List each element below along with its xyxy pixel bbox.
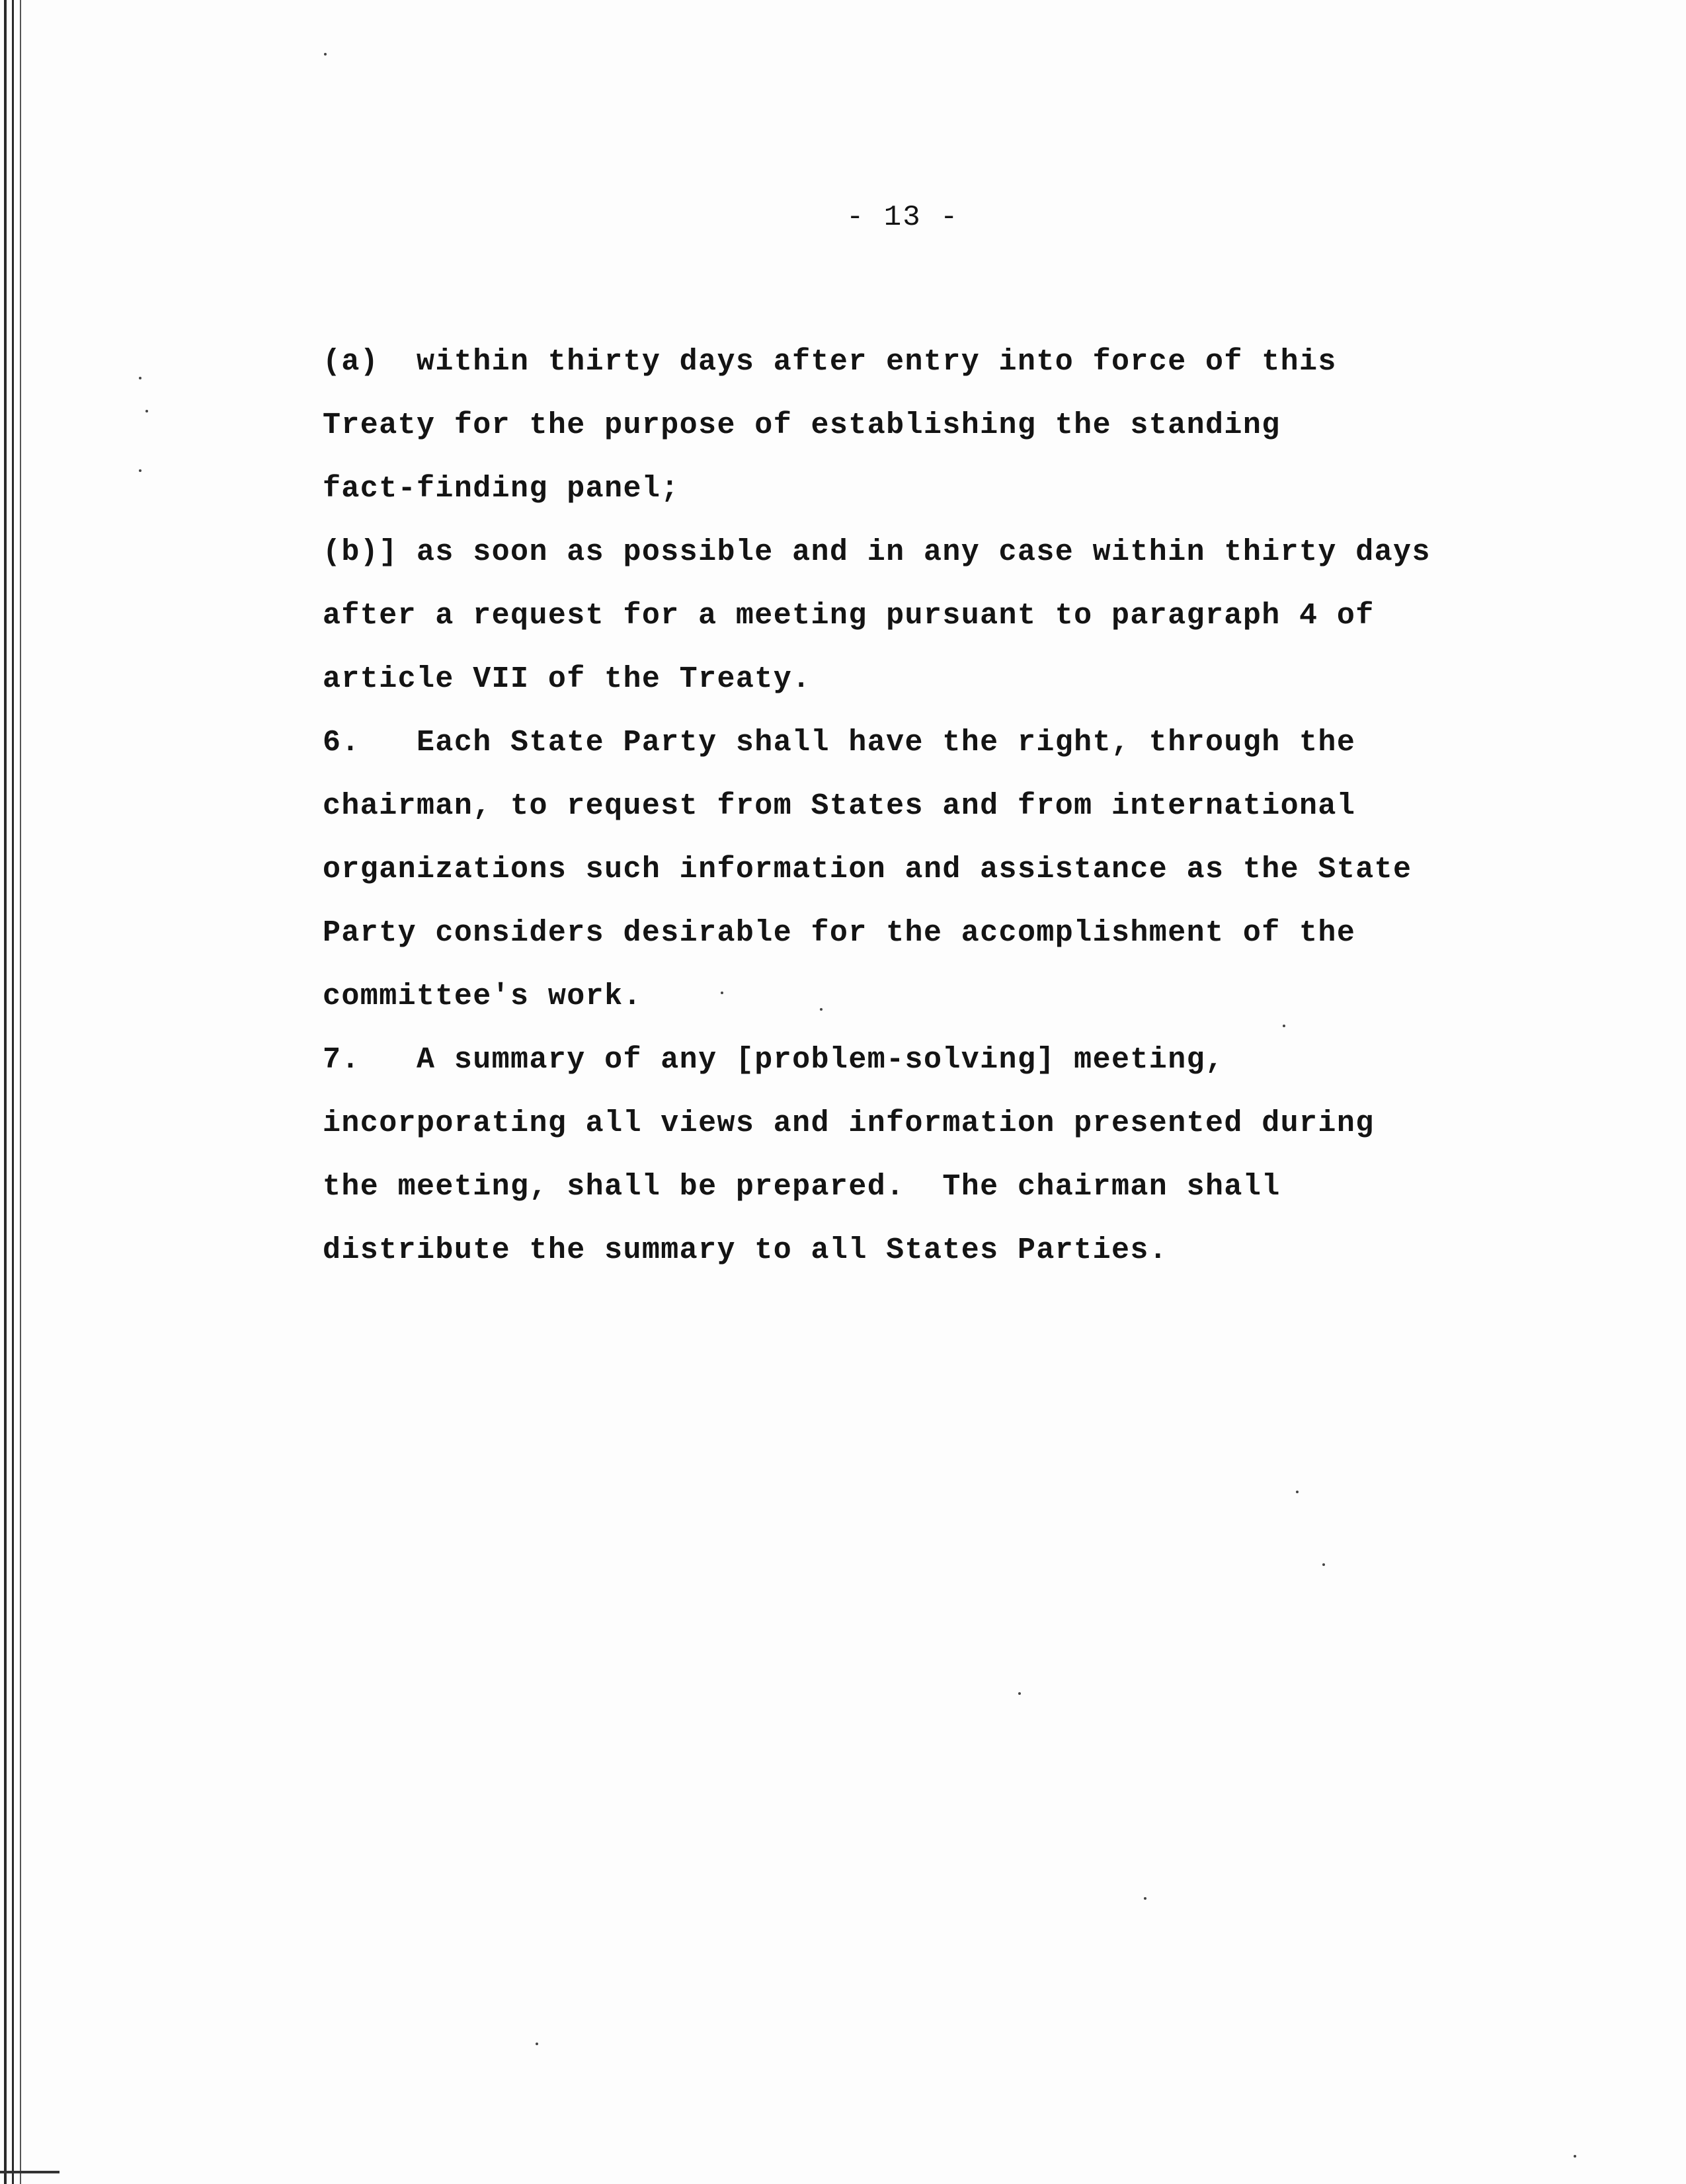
scan-speck [1144, 1897, 1146, 1900]
scan-speck [1574, 2155, 1576, 2158]
text-line: distribute the summary to all States Parties. [323, 1233, 1168, 1267]
text-line: (a) within thirty days after entry into force of this [323, 345, 1337, 379]
binding-edge-line [20, 0, 21, 2184]
text-line: the meeting, shall be prepared. The chairman shall [323, 1170, 1281, 1204]
binding-edge-foot [0, 2171, 60, 2173]
text-line: 6. Each State Party shall have the right, through the [323, 726, 1356, 760]
text-line: incorporating all views and information presented during [323, 1107, 1375, 1140]
scan-speck [1018, 1692, 1021, 1695]
scan-speck [139, 469, 141, 472]
scan-speck [1296, 1491, 1299, 1493]
text-line: organizations such information and assistance as the State [323, 853, 1412, 886]
text-line: article VII of the Treaty. [323, 662, 811, 696]
scan-speck [1283, 1025, 1285, 1027]
binding-edge-line [12, 0, 14, 2184]
scan-speck [1322, 1563, 1325, 1566]
text-line: after a request for a meeting pursuant to paragraph 4 of [323, 599, 1375, 633]
scan-speck [820, 1008, 823, 1011]
text-line: committee's work. [323, 980, 642, 1013]
text-line: (b)] as soon as possible and in any case within thirty days [323, 535, 1431, 569]
document-body [323, 331, 1486, 1282]
scan-speck [536, 2043, 538, 2045]
text-line: Treaty for the purpose of establishing the standing [323, 409, 1281, 442]
text-line: Party considers desirable for the accomplishment of the [323, 916, 1356, 950]
scan-speck [145, 410, 148, 412]
text-line: chairman, to request from States and from international [323, 789, 1356, 823]
scan-speck [139, 377, 141, 379]
binding-edge-line [4, 0, 7, 2184]
text-line: 7. A summary of any [problem-solving] meeting, [323, 1043, 1224, 1077]
scan-speck [324, 53, 327, 56]
page-number: - 13 - [846, 201, 959, 234]
scan-speck [721, 992, 723, 994]
text-line: fact-finding panel; [323, 472, 680, 506]
